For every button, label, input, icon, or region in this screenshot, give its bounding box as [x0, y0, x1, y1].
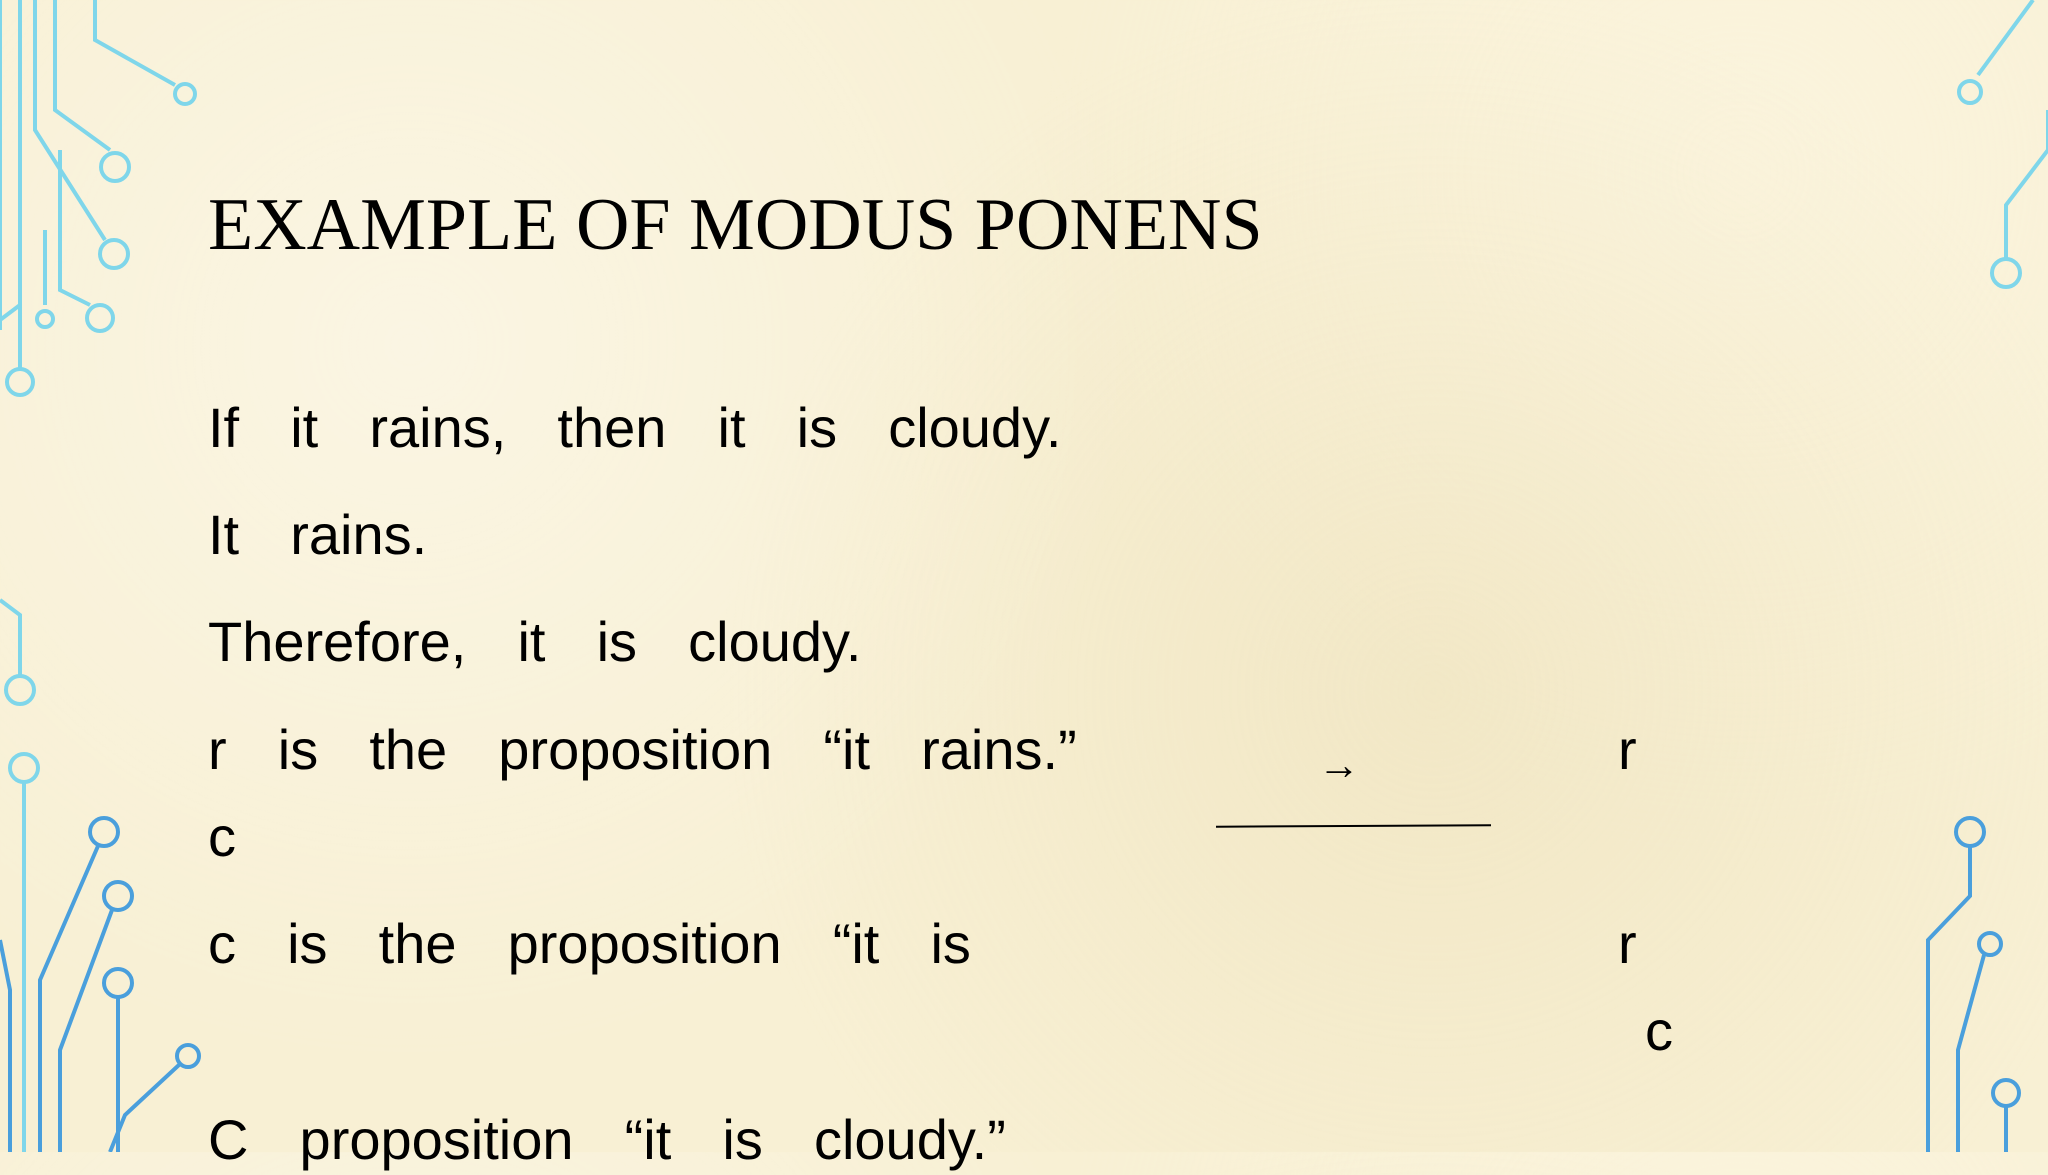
definition-fragment: c: [208, 805, 236, 868]
circuit-decoration-left: [0, 0, 230, 1152]
symbol-r: r: [1618, 912, 1637, 975]
symbol-c: c: [1645, 999, 1673, 1062]
definition-line: r is the proposition “it rains.”: [208, 718, 1077, 781]
symbol-r: r: [1618, 718, 1637, 781]
implication-arrow: →: [1318, 741, 1360, 788]
conclusion-line: Therefore, it is cloudy.: [208, 610, 862, 673]
inference-rule-line: [1216, 824, 1491, 827]
definition-line: C proposition “it is cloudy.”: [208, 1108, 1006, 1171]
premise-line: It rains.: [208, 503, 428, 566]
slide-title: EXAMPLE OF MODUS PONENS: [208, 184, 1263, 266]
definition-line: c is the proposition “it is: [208, 912, 971, 975]
circuit-decoration-right: [1918, 0, 2048, 1152]
premise-line: If it rains, then it is cloudy.: [208, 396, 1062, 459]
